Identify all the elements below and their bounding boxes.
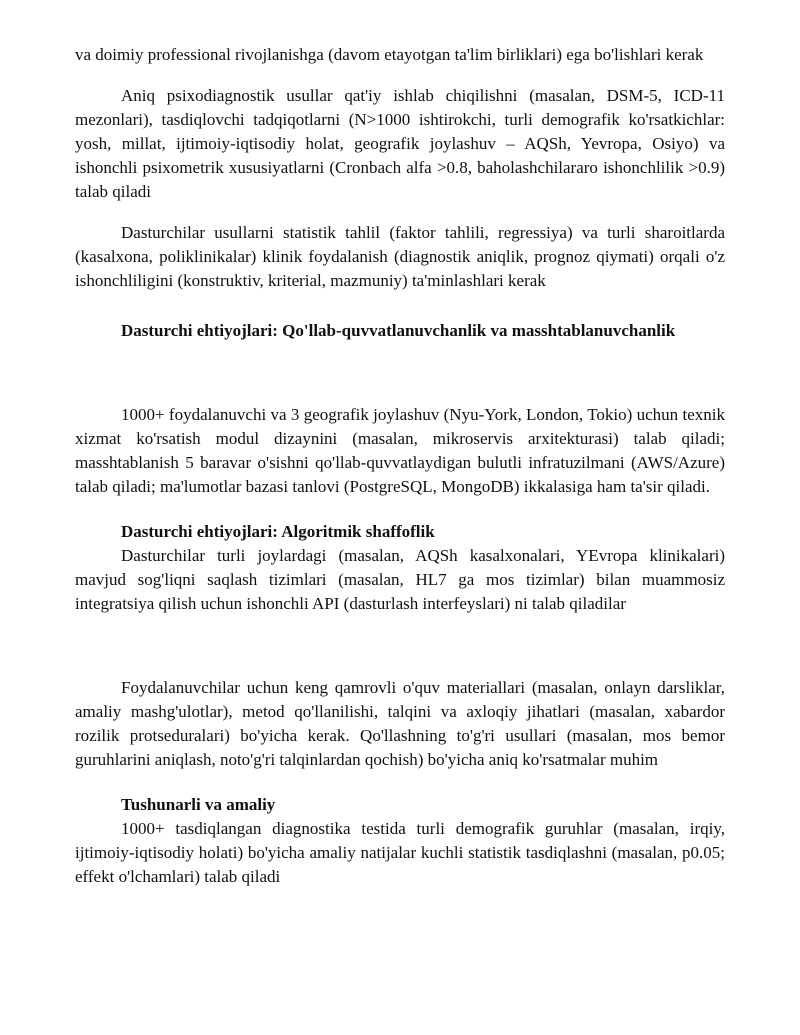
- heading-algorithmic-transparency: Dasturchi ehtiyojlari: Algoritmik shaffoflik: [121, 522, 435, 541]
- paragraph-developer-reliability: Dasturchilar usullarni statistik tahlil (faktor tahlili, regressiya) va turli sharoitlarda (kasalxona, poliklinikalar) klinik foydalanish (diagnostik aniqlik, prognoz qiymati) orqali o'z ishonchliligini (konstruktiv, kriterial, mazmuniy) ta'minlashlari kerak: [75, 223, 725, 290]
- paragraph-validated-tests: 1000+ tasdiqlangan diagnostika testida turli demografik guruhlar (masalan, irqiy, ijtimoiy-iqtisodiy holati) bo'yicha amaliy natijalar kuchli statistik tasdiqlashni (masalan, p0.05; effekt o'lchamlari) talab qiladi: [75, 819, 725, 886]
- heading-understandable-practical: Tushunarli va amaliy: [121, 795, 276, 814]
- paragraph-psychodiagnostic-methods: Aniq psixodiagnostik usullar qat'iy ishlab chiqilishni (masalan, DSM-5, ICD-11 mezonlari), tasdiqlovchi tadqiqotlarni (N>1000 ishtirokchi, turli demografik ko'rsatkichlar: yosh, millat, ijtimoiy-iqtisodiy holat, geografik joylashuv – AQSh, Yevropa, Osiyo) va ishonchli psixometrik xususiyatlarni (Cronbach alfa >0.8, baholashchilararo ishonchlilik >0.9) talab qiladi: [75, 86, 725, 201]
- paragraph-technical-service: 1000+ foydalanuvchi va 3 geografik joylashuv (Nyu-York, London, Tokio) uchun texnik xizmat ko'rsatish modul dizaynini (masalan, mikroservis arxitekturasi) talab qiladi; masshtablanish 5 baravar o'sishni qo'llab-quvvatlaydigan bulutli infratuzilmani (AWS/Azure) talab qiladi; ma'lumotlar bazasi tanlovi (PostgreSQL, MongoDB) ikkalasiga ham ta'sir qiladi.: [75, 405, 725, 496]
- paragraph-api-integration: Dasturchilar turli joylardagi (masalan, AQSh kasalxonalari, YEvropa klinikalari) mavjud sog'liqni saqlash tizimlari (masalan, HL7 ga mos tizimlar) bilan muammosiz integratsiya qilish uchun ishonchli API (dasturlash interfeyslari) ni talab qiladilar: [75, 546, 725, 613]
- paragraph-training-materials: Foydalanuvchilar uchun keng qamrovli o'quv materiallari (masalan, onlayn darsliklar, amaliy mashg'ulotlar), metod qo'llanilishi, talqini va axloqiy jihatlari (masalan, xabardor rozilik protseduralari) bo'yicha kerak. Qo'llashning to'g'ri usullari (masalan, mos bemor guruhlarini aniqlash, noto'g'ri talqinlardan qochish) bo'yicha aniq ko'rsatmalar muhim: [75, 678, 725, 769]
- heading-supportability-scalability: Dasturchi ehtiyojlari: Qo'llab-quvvatlanuvchanlik va masshtablanuvchanlik: [121, 321, 676, 340]
- paragraph-continuation: va doimiy professional rivojlanishga (davom etayotgan ta'lim birliklari) ega bo'lishlari kerak: [75, 45, 704, 64]
